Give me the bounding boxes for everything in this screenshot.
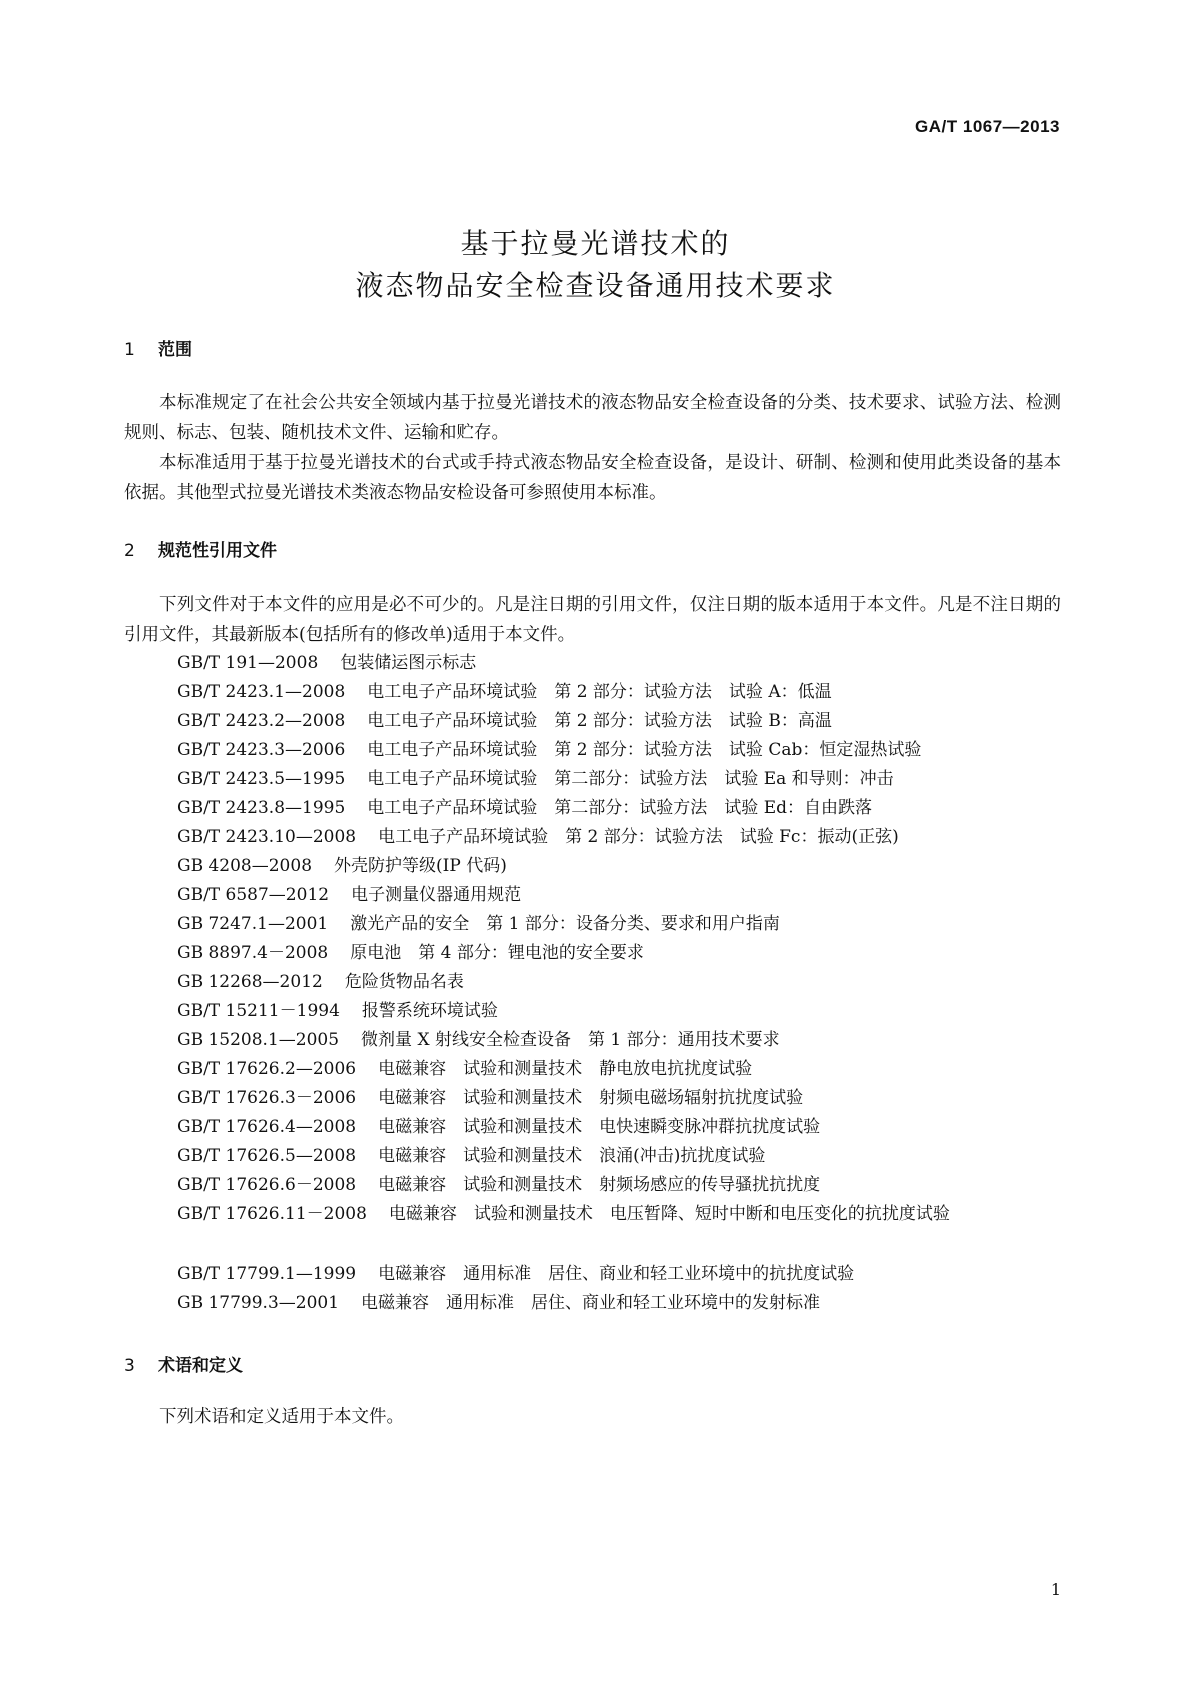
section-3-number: 3 bbox=[124, 1356, 135, 1376]
section-3-heading bbox=[124, 1351, 243, 1376]
reference-item bbox=[177, 764, 1061, 794]
reference-title: 电工电子产品环境试验 第 2 部分：试验方法 试验 A：低温 bbox=[367, 682, 832, 702]
reference-code: GB/T 2423.10—2008 bbox=[177, 827, 357, 847]
reference-code: GB/T 17626.2—2006 bbox=[177, 1059, 357, 1079]
section-2-title: 规范性引用文件 bbox=[158, 541, 277, 561]
reference-item bbox=[177, 1259, 1061, 1289]
reference-item bbox=[124, 1199, 1061, 1229]
reference-code: GB/T 2423.8—1995 bbox=[177, 798, 346, 818]
reference-title: 激光产品的安全 第 1 部分：设备分类、要求和用户指南 bbox=[350, 914, 780, 934]
reference-code: GB/T 191—2008 bbox=[177, 653, 319, 673]
reference-code: GB/T 17626.3－2006 bbox=[177, 1088, 357, 1108]
reference-title: 电工电子产品环境试验 第 2 部分：试验方法 试验 Fc：振动(正弦) bbox=[378, 827, 899, 847]
reference-title: 微剂量 X 射线安全检查设备 第 1 部分：通用技术要求 bbox=[361, 1030, 780, 1050]
reference-code: GB/T 2423.2—2008 bbox=[177, 711, 346, 731]
reference-item bbox=[177, 677, 1061, 707]
reference-item bbox=[177, 1054, 1061, 1084]
section-3-intro: 下列术语和定义适用于本文件。 bbox=[159, 1407, 404, 1427]
section-3-title: 术语和定义 bbox=[158, 1356, 243, 1376]
reference-item bbox=[177, 1288, 1061, 1318]
reference-item bbox=[177, 648, 1061, 678]
section-1-paragraph-2: 本标准适用于基于拉曼光谱技术的台式或手持式液态物品安全检查设备，是设计、研制、检测和使用此类设备的基本依据。其他型式拉曼光谱技术类液态物品安检设备可参照使用本标准。 bbox=[124, 453, 1061, 503]
reference-code: GB 15208.1—2005 bbox=[177, 1030, 340, 1050]
reference-title: 电磁兼容 通用标准 居住、商业和轻工业环境中的发射标准 bbox=[361, 1293, 821, 1313]
reference-title: 外壳防护等级(IP 代码) bbox=[334, 856, 507, 876]
reference-item bbox=[177, 706, 1061, 736]
reference-code: GB/T 15211－1994 bbox=[177, 1001, 340, 1021]
reference-title: 电磁兼容 试验和测量技术 电快速瞬变脉冲群抗扰度试验 bbox=[378, 1117, 821, 1137]
reference-title: 电磁兼容 试验和测量技术 电压暂降、短时中断和电压变化的抗扰度试验 bbox=[388, 1204, 950, 1224]
reference-item bbox=[177, 1112, 1061, 1142]
reference-item bbox=[177, 1141, 1061, 1171]
document-title-line-1: 基于拉曼光谱技术的 bbox=[460, 227, 731, 260]
reference-title: 电磁兼容 试验和测量技术 射频场感应的传导骚扰抗扰度 bbox=[378, 1175, 821, 1195]
page-number: 1 bbox=[1050, 1580, 1061, 1599]
section-1-heading bbox=[124, 335, 192, 360]
reference-code: GB 17799.3—2001 bbox=[177, 1293, 340, 1313]
reference-code: GB 12268—2012 bbox=[177, 972, 323, 992]
reference-title: 电磁兼容 试验和测量技术 静电放电抗扰度试验 bbox=[378, 1059, 753, 1079]
reference-title: 电工电子产品环境试验 第二部分：试验方法 试验 Ed：自由跌落 bbox=[367, 798, 872, 818]
reference-item bbox=[177, 938, 1061, 968]
reference-title: 原电池 第 4 部分：锂电池的安全要求 bbox=[350, 943, 644, 963]
reference-item bbox=[177, 1170, 1061, 1200]
reference-title: 包装储运图示标志 bbox=[340, 653, 477, 673]
section-1-paragraph-1: 本标准规定了在社会公共安全领域内基于拉曼光谱技术的液态物品安全检查设备的分类、技术要求、试验方法、检测规则、标志、包装、随机技术文件、运输和贮存。 bbox=[124, 393, 1061, 443]
reference-code: GB/T 17799.1—1999 bbox=[177, 1264, 357, 1284]
reference-title: 电磁兼容 试验和测量技术 射频电磁场辐射抗扰度试验 bbox=[378, 1088, 804, 1108]
reference-item bbox=[177, 909, 1061, 939]
section-2-heading bbox=[124, 536, 277, 561]
reference-code: GB/T 17626.4—2008 bbox=[177, 1117, 357, 1137]
reference-code: GB 4208—2008 bbox=[177, 856, 313, 876]
section-1-title: 范围 bbox=[158, 340, 192, 360]
standard-code: GA/T 1067—2013 bbox=[915, 117, 1060, 136]
reference-item bbox=[177, 967, 1061, 997]
reference-title: 电磁兼容 通用标准 居住、商业和轻工业环境中的抗扰度试验 bbox=[378, 1264, 855, 1284]
reference-title: 电工电子产品环境试验 第二部分：试验方法 试验 Ea 和导则：冲击 bbox=[367, 769, 894, 789]
reference-title: 危险货物品名表 bbox=[344, 972, 464, 992]
reference-item bbox=[177, 822, 1061, 852]
reference-title: 电磁兼容 试验和测量技术 浪涌(冲击)抗扰度试验 bbox=[378, 1146, 766, 1166]
document-title-line-2: 液态物品安全检查设备通用技术要求 bbox=[355, 269, 836, 302]
reference-code: GB 7247.1—2001 bbox=[177, 914, 329, 934]
reference-title: 电子测量仪器通用规范 bbox=[351, 885, 522, 905]
reference-item bbox=[177, 996, 1061, 1026]
reference-code: GB/T 2423.1—2008 bbox=[177, 682, 346, 702]
section-2-intro: 下列文件对于本文件的应用是必不可少的。凡是注日期的引用文件，仅注日期的版本适用于本文件。凡是不注日期的引用文件，其最新版本(包括所有的修改单)适用于本文件。 bbox=[124, 595, 1061, 645]
reference-code: GB/T 2423.5—1995 bbox=[177, 769, 346, 789]
reference-title: 报警系统环境试验 bbox=[361, 1001, 498, 1021]
reference-code: GB/T 2423.3—2006 bbox=[177, 740, 346, 760]
reference-title: 电工电子产品环境试验 第 2 部分：试验方法 试验 Cab：恒定湿热试验 bbox=[367, 740, 922, 760]
reference-title: 电工电子产品环境试验 第 2 部分：试验方法 试验 B：高温 bbox=[367, 711, 832, 731]
reference-item bbox=[177, 735, 1061, 765]
reference-item bbox=[177, 1025, 1061, 1055]
section-2-number: 2 bbox=[124, 541, 135, 561]
reference-item bbox=[177, 1083, 1061, 1113]
reference-code: GB/T 6587—2012 bbox=[177, 885, 330, 905]
reference-code: GB 8897.4－2008 bbox=[177, 943, 329, 963]
reference-item bbox=[177, 793, 1061, 823]
reference-code: GB/T 17626.11－2008 bbox=[177, 1204, 367, 1224]
reference-code: GB/T 17626.5—2008 bbox=[177, 1146, 357, 1166]
section-1-number: 1 bbox=[124, 340, 135, 360]
reference-item bbox=[177, 851, 1061, 881]
reference-item bbox=[177, 880, 1061, 910]
reference-code: GB/T 17626.6－2008 bbox=[177, 1175, 357, 1195]
